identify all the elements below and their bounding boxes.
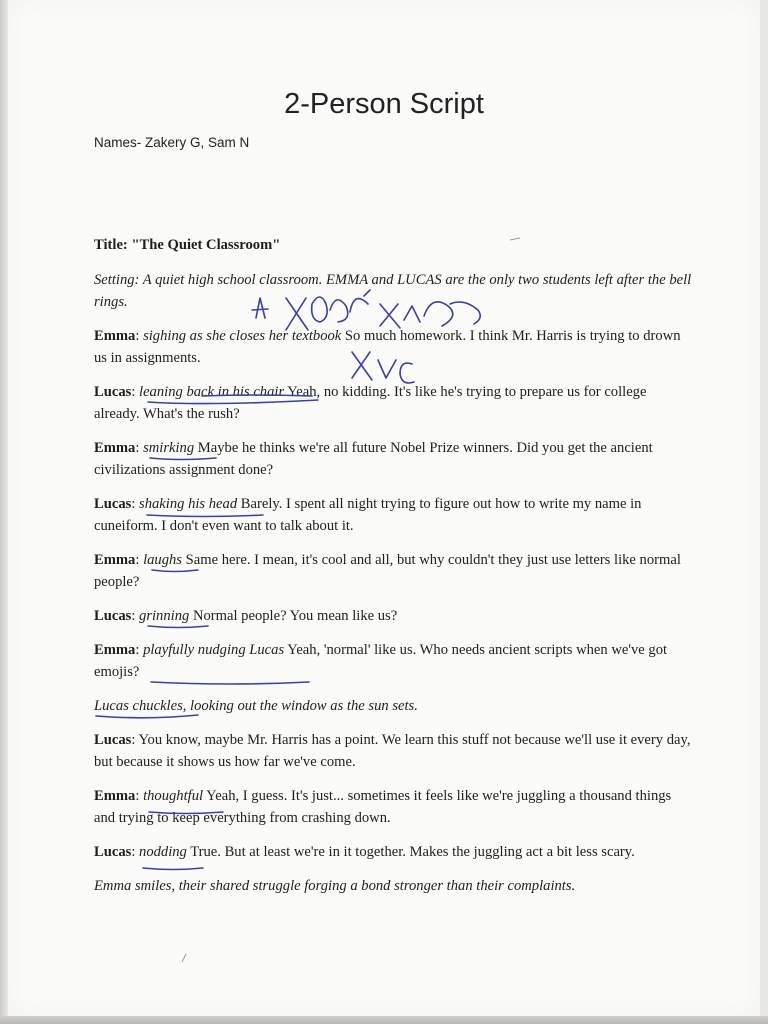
stage-direction-inline: grinning	[139, 608, 190, 624]
dialogue-text: Same here. I mean, it's cool and all, but why couldn't they just use letters like normal people?	[94, 552, 681, 590]
dialogue-text: Yeah, 'normal' like us. Who needs ancient scripts when we've got emojis?	[94, 642, 668, 680]
dialogue-text: Yeah, I guess. It's just... sometimes it feels like we're juggling a thousand things and trying to keep everything from crashing down.	[94, 788, 672, 826]
dialogue-line: Lucas: shaking his head Barely. I spent all night trying to figure out how to write my name in cuneiform. I don't even want to talk about it.	[94, 496, 642, 534]
speaker-name: Lucas	[94, 732, 132, 748]
speaker-name: Lucas	[94, 844, 132, 860]
dialogue-text: So much homework. I think Mr. Harris is trying to drown us in assignments.	[94, 328, 681, 366]
stage-direction	[94, 875, 694, 897]
dialogue-text: You know, maybe Mr. Harris has a point. We learn this stuff not because we'll use it every day, but because it shows us how far we've come.	[94, 732, 691, 770]
script-title-label: Title:	[94, 237, 128, 253]
stage-direction-inline: shaking his head	[139, 496, 238, 512]
stage-direction-inline: leaning back in his chair	[139, 384, 285, 400]
speaker-name: Lucas	[94, 496, 132, 512]
dialogue-line: Lucas: leaning back in his chair Yeah, no kidding. It's like he's trying to prepare us for college already. What's the rush?	[94, 384, 647, 422]
stage-direction-text: Lucas chuckles, looking out the window as the sun sets.	[94, 698, 418, 714]
stage-direction-inline: smirking	[143, 440, 195, 456]
script-title	[94, 234, 694, 256]
dialogue-text: Yeah, no kidding. It's like he's trying to prepare us for college already. What's the rush?	[94, 384, 647, 422]
stage-direction-text: Setting: A quiet high school classroom. EMMA and LUCAS are the only two students left after the bell rings.	[94, 272, 692, 310]
dialogue-line: Emma: smirking Maybe he thinks we're all future Nobel Prize winners. Did you get the ancient civilizations assignment done?	[94, 440, 653, 478]
dialogue-line: Emma: playfully nudging Lucas Yeah, 'normal' like us. Who needs ancient scripts when we've got emojis?	[94, 642, 668, 680]
document-heading: 2-Person Script	[284, 88, 484, 120]
names-line: Names- Zakery G, Sam N	[94, 135, 250, 150]
script-body	[94, 234, 694, 909]
stage-direction	[94, 695, 694, 717]
stage-direction-inline: thoughtful	[143, 788, 204, 804]
dialogue-text: Normal people? You mean like us?	[189, 608, 398, 624]
dialogue-line: Emma: thoughtful Yeah, I guess. It's just... sometimes it feels like we're juggling a thousand things and trying to keep everything from crashing down.	[94, 788, 672, 826]
dialogue-text: Maybe he thinks we're all future Nobel Prize winners. Did you get the ancient civilizations assignment done?	[94, 440, 653, 478]
speaker-name: Emma	[94, 552, 136, 568]
script-title-value: "The Quiet Classroom"	[131, 237, 281, 253]
speaker-name: Lucas	[94, 384, 132, 400]
stage-direction-text: Emma smiles, their shared struggle forging a bond stronger than their complaints.	[94, 878, 576, 894]
dialogue-line: Lucas: You know, maybe Mr. Harris has a point. We learn this stuff not because we'll use it every day, but because it shows us how far we've come.	[94, 732, 691, 770]
dialogue-line: Lucas: grinning Normal people? You mean like us?	[94, 608, 398, 624]
dialogue-text: True. But at least we're in it together. Makes the juggling act a bit less scary.	[186, 844, 635, 860]
stage-direction-inline: nodding	[139, 844, 187, 860]
stage-direction-inline: laughs	[143, 552, 182, 568]
paper-shadow-left	[0, 0, 8, 1024]
speaker-name: Emma	[94, 328, 136, 344]
speaker-name: Emma	[94, 642, 136, 658]
dialogue-line: Lucas: nodding True. But at least we're in it together. Makes the juggling act a bit less scary.	[94, 844, 635, 860]
speaker-name: Lucas	[94, 608, 132, 624]
dialogue-line: Emma: laughs Same here. I mean, it's cool and all, but why couldn't they just use letters like normal people?	[94, 552, 681, 590]
stage-direction	[94, 269, 694, 313]
stage-direction-inline: sighing as she closes her textbook	[143, 328, 342, 344]
dialogue-line: Emma: sighing as she closes her textbook So much homework. I think Mr. Harris is trying to drown us in assignments.	[94, 328, 681, 366]
dialogue-text: Barely. I spent all night trying to figure out how to write my name in cuneiform. I don't even want to talk about it.	[94, 496, 642, 534]
script-lines	[94, 269, 694, 897]
paper-edge-bottom	[0, 1016, 768, 1024]
stage-direction-inline: playfully nudging Lucas	[143, 642, 285, 658]
speaker-name: Emma	[94, 440, 136, 456]
speaker-name: Emma	[94, 788, 136, 804]
